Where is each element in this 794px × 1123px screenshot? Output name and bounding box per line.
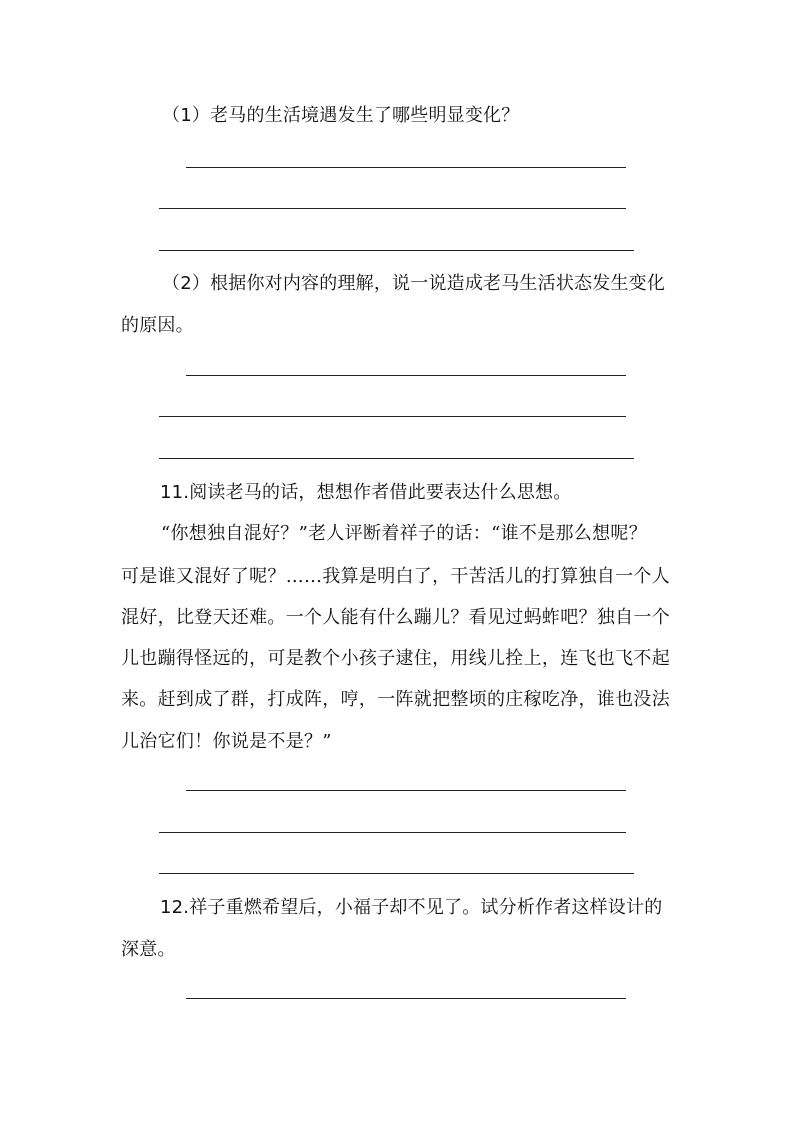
answer-line-1c — [159, 250, 634, 251]
quote-line-2: 可是谁又混好了呢？……我算是明白了，干苦活儿的打算独自一个人 — [121, 566, 670, 587]
question-12-line-1: 12.祥子重燃希望后，小福子却不见了。试分析作者这样设计的 — [160, 897, 663, 918]
question-2-line-2: 的原因。 — [121, 315, 194, 336]
answer-line-12a — [186, 998, 626, 999]
answer-line-11b — [159, 832, 626, 833]
answer-line-1a — [186, 167, 626, 168]
answer-line-2c — [159, 458, 634, 459]
question-1-line-1: （1）老马的生活境遇发生了哪些明显变化？ — [162, 105, 520, 126]
question-12-line-2: 深意。 — [121, 939, 176, 960]
answer-line-11c — [159, 873, 634, 874]
quote-line-3: 混好，比登天还难。一个人能有什么蹦儿？看见过蚂蚱吧？独自一个 — [121, 607, 670, 628]
question-2-line-1: （2）根据你对内容的理解，说一说造成老马生活状态发生变化 — [162, 273, 666, 294]
quote-line-6: 儿治它们！你说是不是？” — [121, 731, 332, 752]
answer-line-11a — [186, 790, 626, 791]
quote-line-5: 来。赶到成了群，打成阵，哼，一阵就把整顷的庄稼吃净，谁也没法 — [121, 689, 670, 710]
answer-line-2b — [159, 416, 626, 417]
question-11-prompt: 11.阅读老马的话，想想作者借此要表达什么思想。 — [160, 482, 572, 503]
quote-line-1: “你想独自混好？”老人评断着祥子的话：“谁不是那么想呢？ — [161, 523, 648, 544]
quote-line-4: 儿也蹦得怪远的，可是教个小孩子逮住，用线儿拴上，连飞也飞不起 — [121, 648, 670, 669]
answer-line-2a — [186, 375, 626, 376]
answer-line-1b — [159, 208, 626, 209]
